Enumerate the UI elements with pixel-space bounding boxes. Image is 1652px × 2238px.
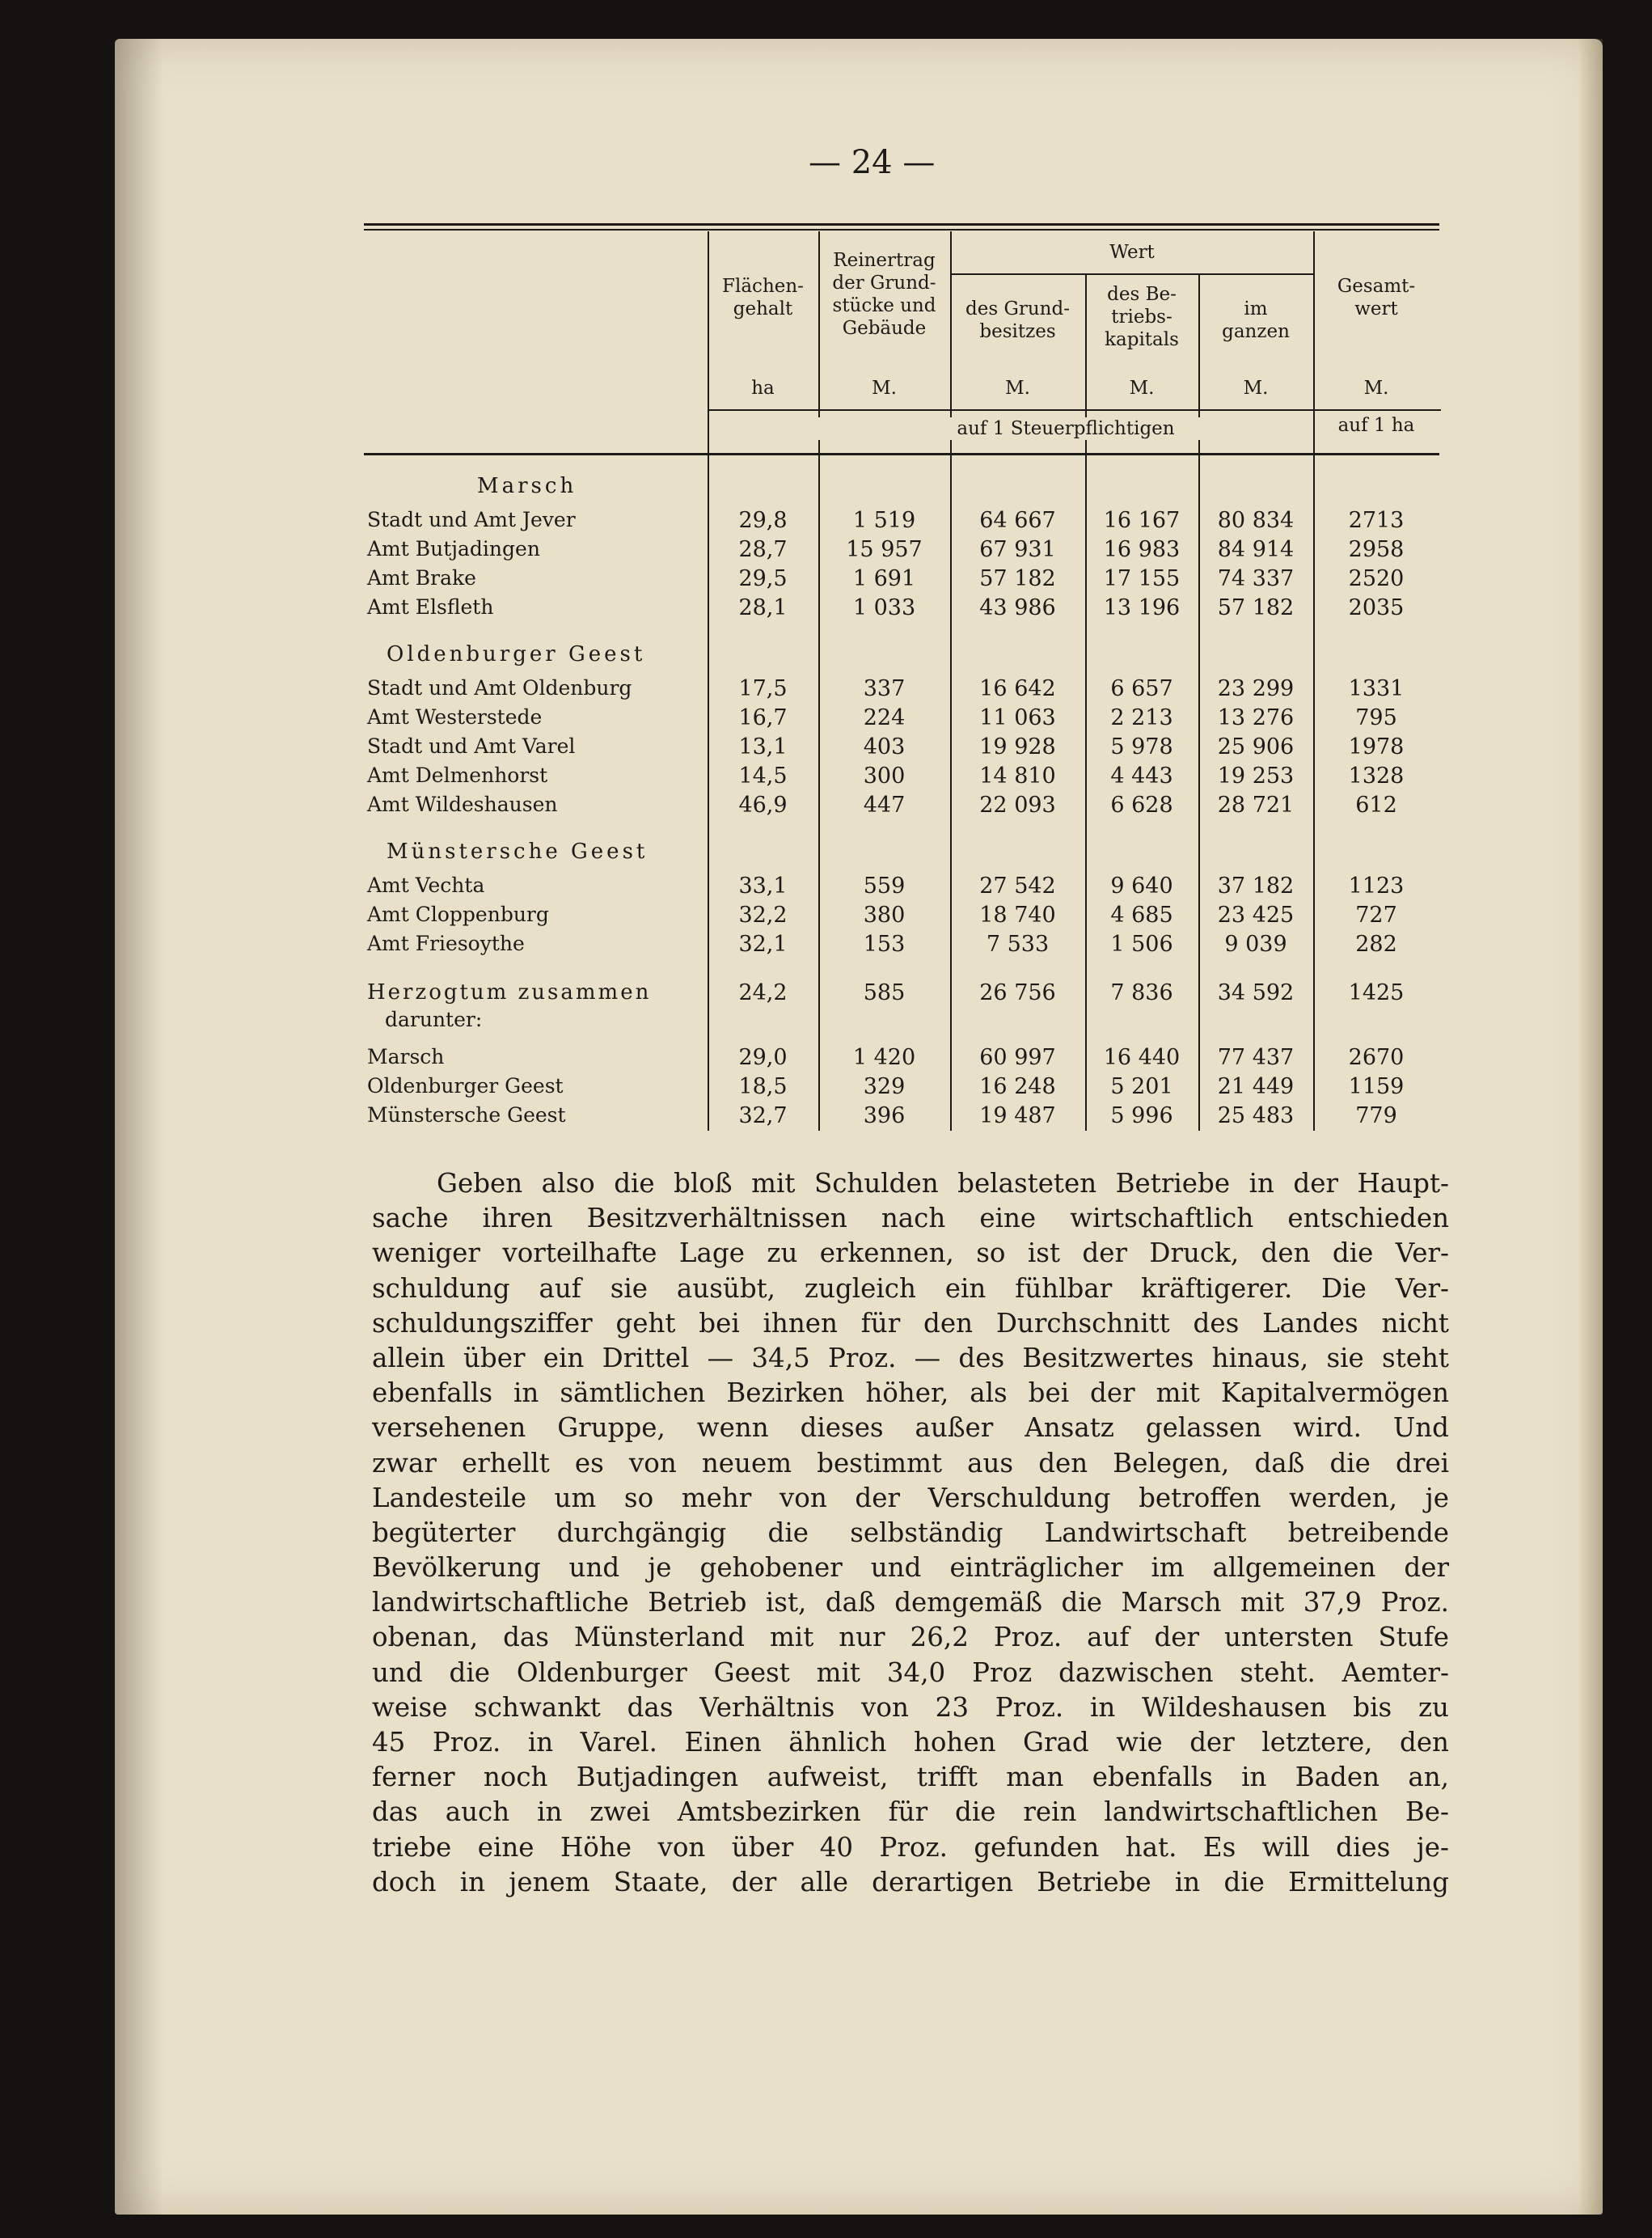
text-line: versehenen Gruppe, wenn dieses außer Ansatz gelassen wird. Und <box>372 1412 1449 1444</box>
cell-grundbesitz: 60 997 <box>979 1045 1056 1070</box>
cell-grundbesitz: 18 740 <box>979 903 1056 928</box>
cell-gesamtwert: 612 <box>1355 793 1397 818</box>
cell-grundbesitz: 7 533 <box>986 932 1050 957</box>
cell-ganzen: 57 182 <box>1217 595 1295 620</box>
text-line: begüterter durchgängig die selbständig Landwirtschaft betreibende <box>372 1517 1449 1548</box>
darunter-label: darunter: <box>385 1008 483 1031</box>
header-per-ha: auf 1 ha <box>1337 415 1415 436</box>
cell-gesamtwert: 2035 <box>1348 595 1405 620</box>
header-flaechengehalt <box>708 275 818 320</box>
cell-reinertrag: 396 <box>863 1103 906 1128</box>
cell-flaeche: 14,5 <box>738 764 788 789</box>
cell-ganzen: 23 299 <box>1217 676 1295 701</box>
cell-betrieb: 5 996 <box>1110 1103 1173 1128</box>
row-label: Amt Friesoythe <box>367 932 525 955</box>
cell-gesamtwert: 1425 <box>1348 980 1405 1005</box>
header-flaechen-line-2: gehalt <box>733 298 793 319</box>
cell-flaeche: 33,1 <box>738 874 788 899</box>
statistics-table <box>364 223 1439 1131</box>
unit-m-1: M. <box>872 378 897 399</box>
cell-reinertrag: 403 <box>863 734 906 759</box>
header-reinertrag-line-3: stücke und <box>832 295 936 316</box>
cell-ganzen: 28 721 <box>1217 793 1295 818</box>
text-line: ferner noch Butjadingen aufweist, trifft man ebenfalls in Baden an, <box>372 1762 1449 1793</box>
cell-gesamtwert: 1159 <box>1348 1074 1405 1099</box>
row-label: Amt Westerstede <box>367 705 543 729</box>
text-line: weniger vorteilhafte Lage zu erkennen, so ist der Druck, den die Ver- <box>372 1237 1449 1269</box>
cell-betrieb: 2 213 <box>1110 705 1173 730</box>
cell-gesamtwert: 1978 <box>1348 734 1405 759</box>
cell-gesamtwert: 282 <box>1355 932 1397 957</box>
cell-betrieb: 4 685 <box>1110 903 1173 928</box>
unit-m-4: M. <box>1243 378 1269 399</box>
cell-flaeche: 24,2 <box>738 980 788 1005</box>
cell-gesamtwert: 2520 <box>1348 566 1405 591</box>
table-top-rule <box>364 223 1439 226</box>
header-betrieb-line-1: des Be- <box>1107 284 1177 305</box>
cell-ganzen: 25 483 <box>1217 1103 1295 1128</box>
cell-flaeche: 17,5 <box>738 676 788 701</box>
cell-gesamtwert: 1123 <box>1348 874 1405 899</box>
cell-ganzen: 34 592 <box>1217 980 1295 1005</box>
cell-flaeche: 46,9 <box>738 793 788 818</box>
cell-betrieb: 9 640 <box>1110 874 1173 899</box>
cell-betrieb: 1 506 <box>1110 932 1173 957</box>
header-reinertrag-line-4: Gebäude <box>842 318 927 339</box>
row-label: Amt Elsfleth <box>367 595 494 619</box>
body-paragraph <box>372 1166 1449 1900</box>
cell-grundbesitz: 16 642 <box>979 676 1056 701</box>
cell-betrieb: 16 983 <box>1103 537 1181 562</box>
cell-grundbesitz: 43 986 <box>979 595 1056 620</box>
text-line: triebe eine Höhe von über 40 Proz. gefunden hat. Es will dies je- <box>372 1831 1449 1863</box>
cell-ganzen: 19 253 <box>1217 764 1295 789</box>
cell-grundbesitz: 64 667 <box>979 508 1056 533</box>
cell-betrieb: 13 196 <box>1103 595 1181 620</box>
cell-grundbesitz: 22 093 <box>979 793 1056 818</box>
text-line: allein über ein Drittel — 34,5 Proz. — des Besitzwertes hinaus, sie steht <box>372 1342 1449 1373</box>
row-label: Amt Cloppenburg <box>367 903 549 926</box>
cell-gesamtwert: 2958 <box>1348 537 1405 562</box>
row-label: Marsch <box>367 1045 445 1068</box>
cell-reinertrag: 585 <box>863 980 906 1005</box>
header-per-taxpayer: auf 1 Steuerpflichtigen <box>818 417 1313 440</box>
cell-betrieb: 5 978 <box>1110 734 1173 759</box>
header-ganzen-line-1: im <box>1244 298 1268 319</box>
header-reinertrag-line-2: der Grund- <box>832 273 936 294</box>
cell-reinertrag: 300 <box>863 764 906 789</box>
header-reinertrag <box>818 249 950 340</box>
cell-grundbesitz: 19 487 <box>979 1103 1056 1128</box>
cell-grundbesitz: 14 810 <box>979 764 1056 789</box>
text-line: weise schwankt das Verhältnis von 23 Proz. in Wildeshausen bis zu <box>372 1691 1449 1723</box>
header-grund-line-2: besitzes <box>979 321 1056 342</box>
unit-m-3: M. <box>1129 378 1155 399</box>
header-wert: Wert <box>1109 242 1155 263</box>
text-line: und die Oldenburger Geest mit 34,0 Proz dazwischen steht. Aemter- <box>372 1656 1449 1688</box>
text-line: schuldungsziffer geht bei ihnen für den Durchschnitt des Landes nicht <box>372 1307 1449 1339</box>
header-reinertrag-line-1: Reinertrag <box>833 250 936 271</box>
cell-flaeche: 32,1 <box>738 932 788 957</box>
cell-ganzen: 21 449 <box>1217 1074 1295 1099</box>
cell-flaeche: 29,8 <box>738 508 788 533</box>
page-gutter-shadow <box>115 39 163 2215</box>
header-gesamtwert <box>1313 275 1439 320</box>
section-title-marsch: Marsch <box>477 474 577 498</box>
header-ganzen-line-2: ganzen <box>1222 321 1290 342</box>
cell-betrieb: 4 443 <box>1110 764 1173 789</box>
cell-gesamtwert: 1328 <box>1348 764 1405 789</box>
row-label: Amt Delmenhorst <box>367 764 548 787</box>
cell-flaeche: 29,0 <box>738 1045 788 1070</box>
cell-grundbesitz: 67 931 <box>979 537 1056 562</box>
cell-reinertrag: 447 <box>863 793 906 818</box>
page-number: — 24 — <box>809 144 936 181</box>
row-label: Oldenburger Geest <box>367 1074 564 1098</box>
row-label: Münstersche Geest <box>367 1103 566 1127</box>
row-label: Amt Butjadingen <box>367 537 540 561</box>
cell-gesamtwert: 2713 <box>1348 508 1405 533</box>
cell-gesamtwert: 2670 <box>1348 1045 1405 1070</box>
header-betrieb-line-2: triebs- <box>1111 307 1172 328</box>
cell-betrieb: 16 440 <box>1103 1045 1181 1070</box>
row-label: Amt Vechta <box>367 874 485 897</box>
cell-ganzen: 37 182 <box>1217 874 1295 899</box>
cell-betrieb: 5 201 <box>1110 1074 1173 1099</box>
text-line: landwirtschaftliche Betrieb ist, daß demgemäß die Marsch mit 37,9 Proz. <box>372 1587 1449 1618</box>
unit-m-5: M. <box>1363 378 1389 399</box>
row-label: Stadt und Amt Jever <box>367 508 576 531</box>
row-label: Stadt und Amt Varel <box>367 734 576 758</box>
cell-grundbesitz: 16 248 <box>979 1074 1056 1099</box>
cell-gesamtwert: 727 <box>1355 903 1397 928</box>
cell-ganzen: 13 276 <box>1217 705 1295 730</box>
row-label: Stadt und Amt Oldenburg <box>367 676 632 700</box>
cell-flaeche: 18,5 <box>738 1074 788 1099</box>
cell-ganzen: 25 906 <box>1217 734 1295 759</box>
cell-reinertrag: 1 033 <box>852 595 916 620</box>
unit-m-2: M. <box>1005 378 1030 399</box>
cell-ganzen: 84 914 <box>1217 537 1295 562</box>
table-top-rule-2 <box>364 229 1439 231</box>
section-title-oldenburger-geest: Oldenburger Geest <box>387 642 646 666</box>
cell-ganzen: 74 337 <box>1217 566 1295 591</box>
header-gesamt-line-1: Gesamt- <box>1337 276 1416 297</box>
cell-reinertrag: 1 420 <box>852 1045 916 1070</box>
cell-grundbesitz: 26 756 <box>979 980 1056 1005</box>
header-betrieb-line-3: kapitals <box>1105 329 1179 350</box>
cell-betrieb: 7 836 <box>1110 980 1173 1005</box>
cell-flaeche: 32,7 <box>738 1103 788 1128</box>
cell-reinertrag: 380 <box>863 903 906 928</box>
row-label: Amt Wildeshausen <box>367 793 558 816</box>
row-label-total: Herzogtum zusammen <box>367 980 652 1005</box>
text-line: das auch in zwei Amtsbezirken für die rein landwirtschaftlichen Be- <box>372 1796 1449 1828</box>
header-flaechen-line-1: Flächen- <box>722 276 804 297</box>
header-bottom-rule <box>364 453 1439 455</box>
cell-flaeche: 32,2 <box>738 903 788 928</box>
cell-betrieb: 17 155 <box>1103 566 1181 591</box>
unit-ha: ha <box>751 378 775 399</box>
header-gesamt-line-2: wert <box>1354 298 1398 319</box>
cell-grundbesitz: 11 063 <box>979 705 1056 730</box>
header-betriebskapital <box>1085 283 1198 351</box>
header-grund-line-1: des Grund- <box>965 298 1070 319</box>
cell-betrieb: 6 628 <box>1110 793 1173 818</box>
cell-gesamtwert: 795 <box>1355 705 1397 730</box>
text-line: doch in jenem Staate, der alle derartigen Betriebe in die Ermittelung <box>372 1866 1449 1897</box>
page-edge-shadow <box>1578 39 1603 2215</box>
text-line: Landesteile um so mehr von der Verschuldung betroffen werden, je <box>372 1482 1449 1513</box>
cell-flaeche: 28,7 <box>738 537 788 562</box>
text-line: schuldung auf sie ausübt, zugleich ein fühlbar kräftigerer. Die Ver- <box>372 1272 1449 1304</box>
wert-underline <box>950 273 1314 275</box>
cell-flaeche: 13,1 <box>738 734 788 759</box>
cell-reinertrag: 1 691 <box>852 566 916 591</box>
cell-reinertrag: 1 519 <box>852 508 916 533</box>
cell-flaeche: 16,7 <box>738 705 788 730</box>
cell-flaeche: 29,5 <box>738 566 788 591</box>
cell-grundbesitz: 27 542 <box>979 874 1056 899</box>
cell-reinertrag: 337 <box>863 676 906 701</box>
text-line: Bevölkerung und je gehobener und einträglicher im allgemeinen der <box>372 1552 1449 1584</box>
text-line: zwar erhellt es von neuem bestimmt aus den Belegen, daß die drei <box>372 1447 1449 1479</box>
text-line: 45 Proz. in Varel. Einen ähnlich hohen Grad wie der letztere, den <box>372 1727 1449 1758</box>
cell-betrieb: 6 657 <box>1110 676 1173 701</box>
cell-ganzen: 23 425 <box>1217 903 1295 928</box>
cell-ganzen: 77 437 <box>1217 1045 1295 1070</box>
cell-reinertrag: 329 <box>863 1074 906 1099</box>
cell-gesamtwert: 1331 <box>1348 676 1405 701</box>
cell-reinertrag: 224 <box>863 705 906 730</box>
cell-gesamtwert: 779 <box>1355 1103 1397 1128</box>
cell-grundbesitz: 57 182 <box>979 566 1056 591</box>
cell-reinertrag: 15 957 <box>846 537 923 562</box>
cell-ganzen: 80 834 <box>1217 508 1295 533</box>
cell-ganzen: 9 039 <box>1224 932 1287 957</box>
header-grundbesitz <box>950 298 1085 343</box>
cell-flaeche: 28,1 <box>738 595 788 620</box>
cell-reinertrag: 559 <box>863 874 906 899</box>
text-line: sache ihren Besitzverhältnissen nach eine wirtschaftlich entschieden <box>372 1203 1449 1234</box>
text-line: obenan, das Münsterland mit nur 26,2 Proz. auf der untersten Stufe <box>372 1622 1449 1653</box>
cell-grundbesitz: 19 928 <box>979 734 1056 759</box>
text-line: Geben also die bloß mit Schulden belasteten Betriebe in der Haupt- <box>437 1168 1449 1199</box>
header-im-ganzen <box>1198 298 1313 343</box>
cell-reinertrag: 153 <box>863 932 906 957</box>
text-line: ebenfalls in sämtlichen Bezirken höher, als bei der mit Kapitalvermögen <box>372 1377 1449 1409</box>
section-title-muenstersche-geest: Münstersche Geest <box>387 840 649 864</box>
row-label: Amt Brake <box>367 566 476 590</box>
cell-betrieb: 16 167 <box>1103 508 1181 533</box>
